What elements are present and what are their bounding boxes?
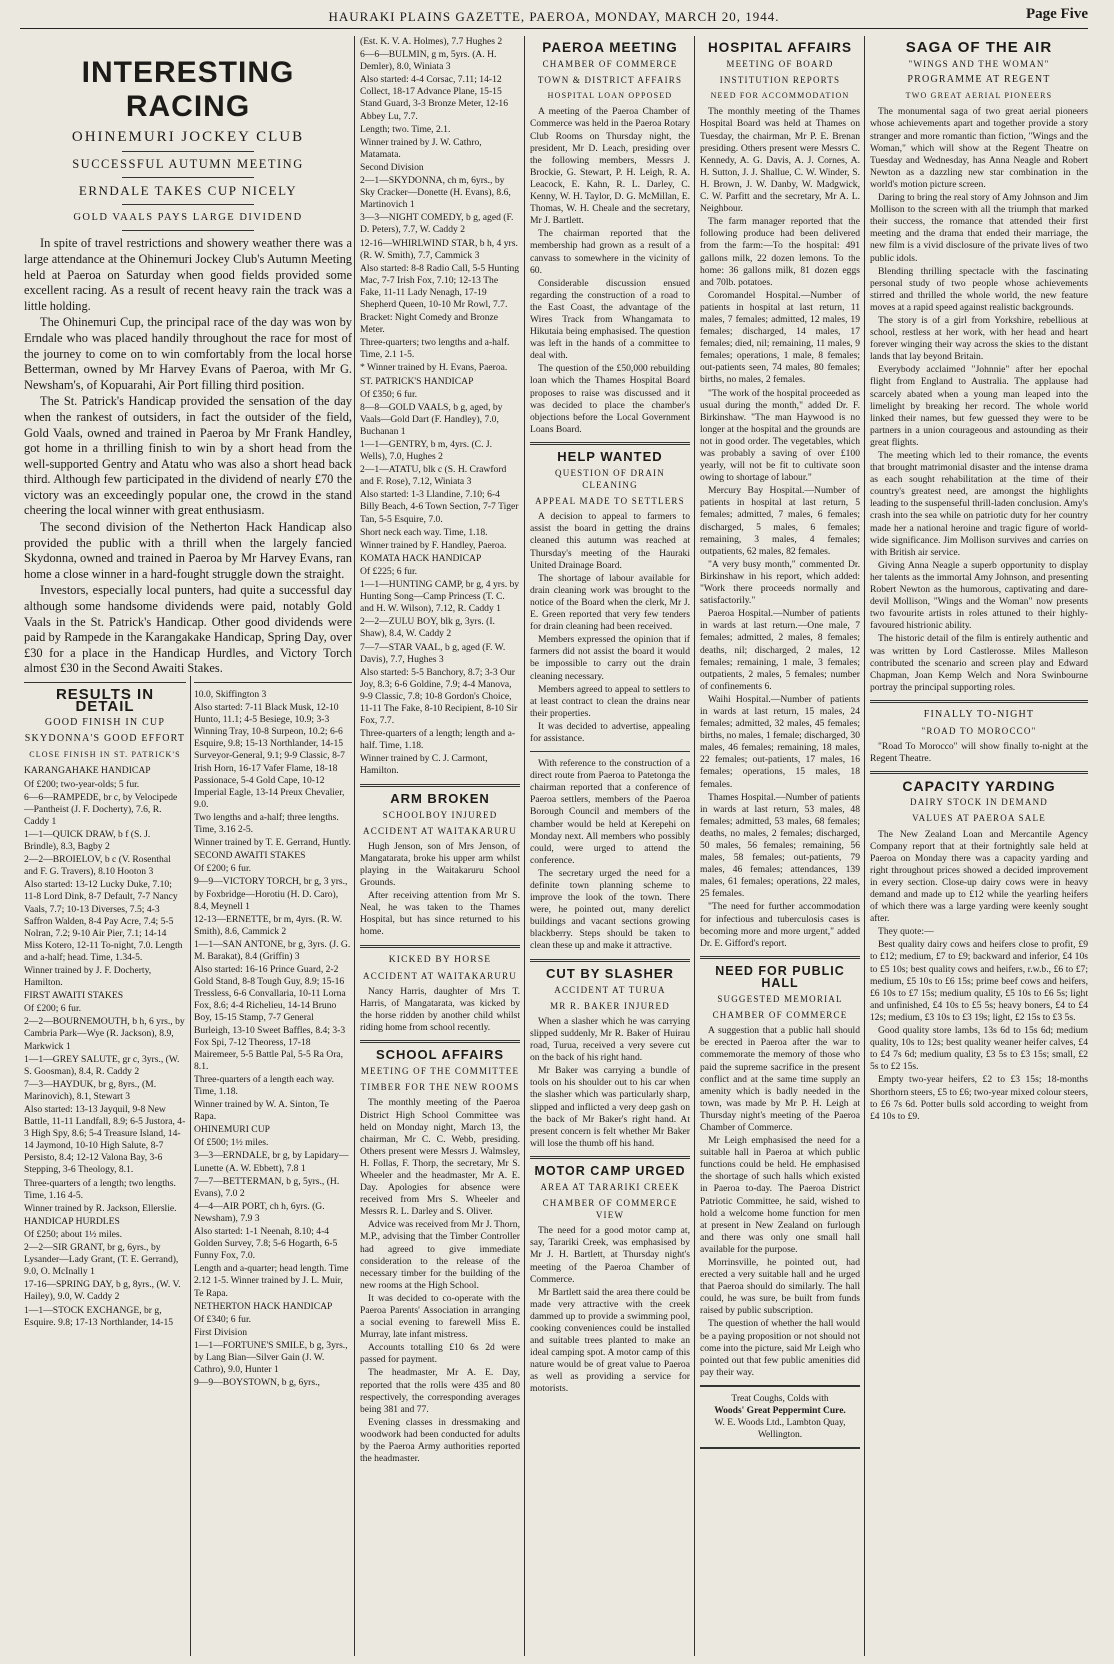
yarding-sub1: DAIRY STOCK IN DEMAND xyxy=(910,797,1048,808)
result-entry: 4—4—AIR PORT, ch h, 6yrs. (G. Newsham), 7.9 3 xyxy=(194,1200,325,1224)
result-entry: 12-13—ERNETTE, br m, 4yrs. (R. W. Smith), 8.6, Cammick 2 xyxy=(194,913,343,937)
saga-paragraph: Daring to bring the real story of Amy Johnson and Jim Mollison to the screen with all the triumph that marked their success, the romance that attended their first meeting and the drama that ended their marriage, the new film is a vivid disclosure of the private lives of two public idols. xyxy=(870,192,1088,264)
page-number: Page Five xyxy=(1025,6,1088,22)
saga-headline: SAGA OF THE AIR xyxy=(905,39,1053,56)
school-paragraph: Advice was received from Mr J. Thorn, M.P., advising that the Timber Controller had agreed to give immediate consideration to the release of the necessary timber for the building of the new rooms at the High School. xyxy=(360,1219,520,1291)
divider xyxy=(870,700,1088,703)
result-entry: 2—1—SKYDONNA, ch m, 6yrs., by Sky Cracker—Donette (H. Evans), 8.6, Martinovich 1 xyxy=(360,175,511,211)
paeroa-paragraph: Considerable discussion ensued regarding the construction of a road to the East Coast, the advantage of the Wires Track from Whangamata to Hikutaia being emphasised. The question was left in the hands of a committee to deal with. xyxy=(530,277,690,362)
tonight-body: "Road To Morocco" will show finally to-night at the Regent Theatre. xyxy=(870,741,1088,765)
yarding-paragraph: Best quality dairy cows and heifers close to profit, £9 to £12; medium, £7 to £9; backward and inferior, £4 10s to £5 10s; best quality cows and heifers, r.w.b., £6 to £7; medium, £5 10s to £6 15s; prime beef cows and heifers, £6 10s to £7 15s; medium quality, £5 10s to £6 5s; light and unfinished, £4 10s to £5 5s; heavy boners, £4 to £4 12s; medium, £3 10s to £3 19s; light, £2 15s to £3 5s. xyxy=(870,939,1088,1023)
result-entry: NETHERTON HACK HANDICAP xyxy=(194,1300,333,1312)
result-entry: 10.0, Skiffington 3 xyxy=(194,689,267,700)
hospital-paragraph: Waihi Hospital.—Number of patients in wards at last return, 15 males, 24 females; admitted, 32 males, 45 females; births, no males, 1 female; discharged, 30 males, 46 females; remaining, 18 males, 22 females; out-patients, 17 males, 16 females; operations, 15 males, 18 females. xyxy=(700,693,860,790)
racing-paragraph: In spite of travel restrictions and showery weather there was a large attendance at the Ohinemuri Jockey Club's Autumn Meeting held at Paeroa on Saturday when good fields provided some excellent racing. As a result of recent heavy rain the track was a little holding. xyxy=(24,236,352,313)
help-paragraph: It was decided to advertise, appealing for assistance. xyxy=(530,720,690,744)
hall-sub1: SUGGESTED MEMORIAL xyxy=(717,994,843,1005)
camp-sub2: CHAMBER OF COMMERCE VIEW xyxy=(542,1198,678,1221)
yarding-sub2: VALUES AT PAEROA SALE xyxy=(912,813,1046,824)
arm-sub2: ACCIDENT AT WAITAKARURU xyxy=(363,825,517,836)
paeroa-paragraph: The chairman reported that the membership had grown as a result of a canvass to somewhere in the vicinity of 60. xyxy=(530,228,690,276)
result-entry: 1—1—GREY SALUTE, gr c, 3yrs., (W. S. Goosman), 8.4, R. Caddy 2 xyxy=(24,1053,180,1077)
result-entry: 9—9—BOYSTOWN, b g, 6yrs., xyxy=(194,1377,320,1389)
hospital-sub3: NEED FOR ACCOMMODATION xyxy=(710,91,850,101)
racing-paragraph: The St. Patrick's Handicap provided the sensation of the day when the rankest of outsiders, in fact the outsider of the field, Gold Vaals, owned and trained in Paeroa by Mr Frank Handley, got home in a thrilling finish to win by a short head from the well-supported Gentry and Atatu who was also a short head back third. Although few participated in the dividend of nearly £70 the victory was an exceedingly popular one, the crowd in the stand cheering the local winner with great enthusiasm. xyxy=(24,394,352,518)
result-entry: Of £340; 6 fur. xyxy=(194,1313,252,1325)
result-entry: Also started: 16-16 Prince Guard, 2-2 Gold Stand, 8-8 Tough Guy, 8.9; 15-16 Tressless, 6-6 Convallaria, 10-11 Lorna Fox, 8.6; 4-4 Richelieu, 14-14 Bruno Boy, 15-15 Stamp, 7-7 General Burleigh, 13-10 Sweet Baffles, 8.4; 3-3 Fox Spi, 7-12 Theoress, 17-18 Mairemeer, 5-5 Battle Pal, 5-5 Ra Ora, 8.1. xyxy=(194,964,346,1072)
yarding-headline: CAPACITY YARDING xyxy=(902,778,1056,795)
result-entry: Winner trained by F. Handley, Paeroa. xyxy=(360,539,507,551)
school-paragraph: The headmaster, Mr A. E. Day, reported that the rolls were 435 and 80 respectively, the corresponding averages being 381 and 77. xyxy=(360,1367,520,1415)
saga-sub1: "WINGS AND THE WOMAN" xyxy=(908,59,1050,70)
divider xyxy=(24,682,186,683)
result-entry: Winner trained by R. Jackson, Ellerslie. xyxy=(24,1202,177,1214)
saga-paragraph: Giving Anna Neagle a superb opportunity to display her talents as the immortal Amy Johnson, and presenting Robert Newton as the humorous, captivating and dare-devil Mollison, "Wings and the Woman" now presents two favourite artists in roles attuned to their highly-favoured histrionic ability. xyxy=(870,559,1088,632)
result-entry: 6—6—BULMIN, g m, 5yrs. (A. H. Demler), 8.0, Winiata 3 xyxy=(360,49,497,73)
racing-club: OHINEMURI JOCKEY CLUB xyxy=(71,129,305,145)
result-entry: 8—8—GOLD VAALS, b g, aged, by Vaals—Gold Dart (F. Handley), 7.0, Buchanan 1 xyxy=(360,401,503,437)
result-entry: Three-quarters of a length each way. Time, 1.18. xyxy=(194,1073,335,1097)
saga-paragraph: The historic detail of the film is entirely authentic and was written by Lord Castlerosse. Miles Malleson contributed the scenario and screen play and Edward Chapman, Joan Kemp Welch and Nora Swinbourne portray the principal supporting roles. xyxy=(870,633,1088,693)
column-rule xyxy=(524,36,525,1656)
results-sub3: CLOSE FINISH IN ST. PATRICK'S xyxy=(29,750,181,760)
help-paragraph: Members agreed to appeal to settlers to at least contract to clean the drains near their properties. xyxy=(530,683,690,719)
masthead-rule xyxy=(20,28,1088,29)
paeroa-sub2: TOWN & DISTRICT AFFAIRS xyxy=(537,75,683,86)
result-entry: Winner trained by J. W. Cathro, Matamata. xyxy=(360,136,482,160)
divider xyxy=(194,682,352,683)
result-entry: 3—3—NIGHT COMEDY, b g, aged (F. D. Peters), 7.7, W. Caddy 2 xyxy=(360,212,514,236)
saga-paragraph: Everybody acclaimed "Johnnie" after her epochal flight from England to Australia. The applause had scarcely abated when a young man leaped into the limelight by breaking her record. The whole world linked their names, but few guessed they were to be partners in a union courageous and astounding as their great flights. xyxy=(870,364,1088,448)
saga-paragraph: The monumental saga of two great aerial pioneers whose achievements apart and together provide a story stranger and more romantic than fiction, "Wings and the Woman," which will show at the Regent Theatre on Tuesday and Wednesday, has Anna Neagle and Robert Newton as a dazzling new star combination in the world's motion picture screen. xyxy=(870,106,1088,190)
column-6 xyxy=(870,36,1088,1656)
result-entry: Three-quarters of a length; length and a-half. Time, 1.18. xyxy=(360,728,516,752)
help-paragraph: A decision to appeal to farmers to assist the board in getting the drains cleaned this autumn was reached at Thursday's meeting of the Hauraki United Drainage Board. xyxy=(530,511,690,571)
arm-headline: ARM BROKEN xyxy=(390,790,490,806)
column-5 xyxy=(700,36,860,1656)
racing-sub3: GOLD VAALS PAYS LARGE DIVIDEND xyxy=(73,211,303,223)
result-entry: Of £200; 6 fur. xyxy=(24,1003,82,1015)
arm-sub1: SCHOOLBOY INJURED xyxy=(382,809,498,820)
result-entry: HANDICAP HURDLES xyxy=(24,1215,120,1227)
result-entry: (Est. K. V. A. Holmes), 7.7 Hughes 2 xyxy=(360,36,503,47)
column-rule xyxy=(190,676,191,1656)
slasher-paragraph: When a slasher which he was carrying slipped suddenly, Mr R. Baker of Huirau road, Turua, received a very severe cut on the back of his right hand. xyxy=(530,1015,690,1064)
school-paragraph: The monthly meeting of the Paeroa District High School Committee was held on Monday night, March 13, the chairman, Mr C. C. Webb, presiding. Others present were Messrs J. Walmsley, H. Follas, F. Thorp, the secretary, Mr S. Wheeler and the headmaster, Mr A. E. Day. Apologies for absence were received from Mrs S. Wheeler and Messrs R. L. Darley and S. Oliver. xyxy=(360,1097,520,1218)
result-entry: 1—1—SAN ANTONE, br g, 3yrs. (J. G. M. Barakat), 8.4 (Griffin) 3 xyxy=(194,938,351,962)
camp-headline: MOTOR CAMP URGED xyxy=(534,1163,686,1178)
result-entry: 17-16—SPRING DAY, b g, 8yrs., (W. V. Hailey), 9.0, W. Caddy 2 xyxy=(24,1279,181,1303)
saga-paragraph: Blending thrilling spectacle with the fascinating personal study of two people whose achievements stirred and thrilled the whole world, the new feature moves at a rapid speed against realistic backgrounds. xyxy=(870,265,1088,313)
result-entry: SECOND AWAITI STAKES xyxy=(194,850,306,862)
slasher-sub1: ACCIDENT AT TURUA xyxy=(554,984,666,995)
hospital-paragraph: "A very busy month," commented Dr. Birkinshaw in his report, which added: "Work there proceeds normally and satisfactorily." xyxy=(700,558,860,607)
help-paragraph: Members expressed the opinion that if farmers did not assist the board it would be impossible to carry out the drain cleaning necessary. xyxy=(530,634,690,682)
kicked-paragraph: Nancy Harris, daughter of Mrs T. Harris, of Mangatarata, was kicked by the horse ridden by another child whilst riding home from school recently. xyxy=(360,985,520,1034)
hall-sub2: CHAMBER OF COMMERCE xyxy=(712,1010,848,1021)
result-entry: 7—7—BETTERMAN, b g, 5yrs., (H. Evans), 7.0 2 xyxy=(194,1175,340,1199)
divider xyxy=(530,442,690,445)
racing-paragraph: Investors, especially local punters, had quite a successful day although some handsome dividends were paid, notably Gold Vaals in the St. Patrick's Handicap. Other good dividends were paid by Rampede in the Karangakake Handicap, Spring Day, over £30 for a place in the Handicap Hurdles, and Victory Torch almost £30 in the Second Awaiti Stakes. xyxy=(24,583,352,676)
result-entry: 7—3—HAYDUK, br g, 8yrs., (M. Marinovich), 8.1, Stewart 3 xyxy=(24,1078,157,1102)
arm-paragraph: Hugh Jenson, son of Mrs Jenson, of Mangatarata, broke his upper arm whilst playing in the Waitakaruru School Grounds. xyxy=(360,840,520,889)
slasher-body xyxy=(530,1016,690,1150)
result-entry: Winner trained by J. F. Docherty, Hamilton. xyxy=(24,964,152,989)
saga-paragraph: The meeting which led to their romance, the events that brought matrimonial disaster and the intense drama as each sought rehabilitation at the time of their country's greatest need, are amongst the highlights leading to the suspenseful thrill-laden conclusion. Amy's crash into the sea while on patriotic duty for her country made her a national heroine and tragic figure of world-wide significance. Jim Mollison survives and carries on with British air service. xyxy=(870,450,1088,558)
paeroa-paragraph: With reference to the construction of a direct route from Paeroa to Patetonga the chairman reported that a conference of Paeroa settlers, members of the Paeroa Borough Council and members of the chamber would be held at Kerepehi on Monday next. All members who possibly could, were urged to attend the conference. xyxy=(530,758,690,866)
result-entry: OHINEMURI CUP xyxy=(194,1124,270,1136)
school-paragraph: It was decided to co-operate with the Paeroa Parents' Association in arranging a social evening to farewell Miss E. Murray, late infant mistress. xyxy=(360,1292,520,1341)
divider xyxy=(530,959,690,962)
results-column-b xyxy=(194,676,352,1656)
result-entry: 3—3—ERNDALE, br g, by Lapidary—Lunette (A. W. Ebbett), 7.8 1 xyxy=(194,1150,349,1174)
result-entry: 1—1—QUICK DRAW, b f (S. J. Brindle), 8.3, Bagby 2 xyxy=(24,828,151,853)
result-entry: 7—7—STAR VAAL, b g, aged (F. W. Davis), 7.7, Hughes 3 xyxy=(360,641,506,665)
hospital-paragraph: "The work of the hospital proceeded as usual during the month," added Dr. F. Birkinshaw. "The man Haywood is no longer at the hospital and the grounds are not in good order. The vegetables, which was probably a saving of over £100 yearly, will not be fit to cultivate soon owing to shortage of labour." xyxy=(700,387,860,484)
paeroa-paragraph: The secretary urged the need for a definite town planning scheme to improve the look of the town. There were, he pointed out, many derelict buildings and vacant sections growing blackberry. Steps should be taken to clean these up and make it attractive. xyxy=(530,867,690,952)
paeroa-body-part2 xyxy=(530,758,690,953)
column-rule xyxy=(864,36,865,1656)
result-entry: Also started: 8-8 Radio Call, 5-5 Hunting Mac, 7-7 Irish Fox, 7.10; 12-13 The Fake, 11-11 Lady Nenagh, 17-19 Shepherd Queen, 10-10 Mr Rowl, 7.7. xyxy=(360,262,520,310)
divider xyxy=(360,784,520,787)
result-entry: 9—9—VICTORY TORCH, br g, 3 yrs., by Foxbridge—Horotiu (H. D. Caro), 8.4, Meynell 1 xyxy=(194,876,348,912)
result-entry: 6—6—RAMPEDE, br c, by Velocipede—Pantheist (J. F. Docherty), 7.6, R. Caddy 1 xyxy=(24,791,178,827)
result-entry: 2—2—SIR GRANT, br g, 6yrs., by Lysander—Lady Grant, (T. E. Gerrand), 9.0, O. McInally 1 xyxy=(24,1242,179,1278)
yarding-body xyxy=(870,829,1088,1123)
result-entry: Short neck each way. Time, 1.18. xyxy=(360,526,488,538)
result-entry: Also started: 7-11 Black Musk, 12-10 Hunto, 11.1; 4-5 Besiege, 10.9; 3-3 Winning Tray, 10-8 Surpeon, 10.2; 6-6 Esquire, 9.8; 15-13 Northlander, 14-15 Surveyor-General, 9.1; 9-9 Classic, 8-7 Irish Horn, 16-17 Vafer Flame, 18-18 Passionace, 5-4 Gold Cape, 10-12 Imperial Eagle, 13-14 Preux Chevalier, 9.0. xyxy=(194,702,345,810)
result-entry: 2—2—ZULU BOY, blk g, 3yrs. (I. Shaw), 8.4, W. Caddy 2 xyxy=(360,616,495,640)
saga-sub2: PROGRAMME AT REGENT xyxy=(907,74,1051,86)
kicked-headline: KICKED BY HORSE xyxy=(388,954,492,965)
divider xyxy=(530,1156,690,1159)
help-paragraph: The shortage of labour available for drain cleaning work was brought to the notice of the Board when the clerk, Mr J. E. Green reported that very few tenders for drain cleaning had been received. xyxy=(530,572,690,633)
result-entry: Also started: 1-3 Llandine, 7.10; 6-4 Billy Beach, 4-6 Town Section, 7-7 Tiger Tan, 5-5 Esquire, 7.0. xyxy=(360,489,519,525)
camp-sub1: AREA AT TARARIKI CREEK xyxy=(540,1181,680,1192)
hospital-paragraph: Thames Hospital.—Number of patients in wards at last return, 53 males, 48 females; admitted, 53 males, 68 females; deaths, no males, 2 females; discharged, 50 males, 56 females; remaining, 56 males, 58 females; out-patients, 79 males, 46 females; attendances, 139 males, 61 females; operations, 22 males, 25 females. xyxy=(700,791,860,900)
results-headline: RESULTS IN DETAIL xyxy=(55,686,155,716)
arm-paragraph: After receiving attention from Mr S. Neal, he was taken to the Thames Hospital, but has since returned to his home. xyxy=(360,890,520,938)
result-entry: Winner trained by W. A. Sinton, Te Rapa. xyxy=(194,1099,329,1123)
masthead-title: HAURAKI PLAINS GAZETTE, PAEROA, MONDAY, MARCH 20, 1944. xyxy=(328,9,780,24)
result-entry: Of £200; two-year-olds; 5 fur. xyxy=(24,778,140,790)
yarding-paragraph: The New Zealand Loan and Mercantile Agency Company report that at their fortnightly sale held at Paeroa on Monday there was a capacity yarding and right throughout prices showed a decided improvement in every section. Close-up dairy cows were in heavy demand and made up to £12 while the yearling heifers of which there was a large yarding were keenly sought after. xyxy=(870,828,1088,925)
result-entry: Bracket: Night Comedy and Bronze Meter. xyxy=(360,312,499,336)
results-column-a xyxy=(24,676,186,1656)
hall-paragraph: A suggestion that a public hall should be erected in Paeroa after the war to commemorate the memory of those who paid the supreme sacrifice in the present conflict and at the same time supply an amenity which is badly needed in the town, was made by Mr P. H. Leigh at Thursday night's meeting of the Paeroa Chamber of Commerce. xyxy=(700,1025,860,1133)
saga-paragraph: The story is of a girl from Yorkshire, rebellious at school, restless at her work, with her head and heart forever winging their way across the skies to the distant lands that lay beyond Britain. xyxy=(870,314,1088,363)
school-sub2: TIMBER FOR THE NEW ROOMS xyxy=(360,1082,520,1093)
racing-sub2: ERNDALE TAKES CUP NICELY xyxy=(78,183,298,199)
slasher-sub2: MR R. BAKER INJURED xyxy=(550,1000,670,1011)
result-entry: Also started: 13-12 Lucky Duke, 7.10; 11-8 Lord Dink, 8-7 Default, 7-7 Nancy Vaals, 7.7; 10-13 Diverses, 7.5; 4-3 Saffron Walden, 8-4 Pay Acre, 7.4; 5-5 Nolran, 7.2; 9-10 Air Pier, 7.1; 14-14 Miss Kotero, 12-11 To-night, 7.0. Length and a-half; head. Time, 1.34-5. xyxy=(24,879,183,963)
school-sub1: MEETING OF THE COMMITTEE xyxy=(360,1066,520,1077)
results-sub2: SKYDONNA'S GOOD EFFORT xyxy=(24,733,186,745)
advert-line: W. E. Woods Ltd., Lambton Quay, xyxy=(714,1418,846,1429)
results-sub1: GOOD FINISH IN CUP xyxy=(44,717,166,729)
saga-sub3: TWO GREAT AERIAL PIONEERS xyxy=(905,91,1053,101)
result-entry: 1—1—STOCK EXCHANGE, br g, Esquire. 9.8; 17-13 Northlander, 14-15 xyxy=(24,1304,174,1328)
hospital-paragraph: "The need for further accommodation for infectious and tuberculosis cases is becoming more and more urgent," added Dr. E. Gifford's report. xyxy=(700,901,860,949)
divider xyxy=(122,177,253,178)
result-entry: 2—2—BROIELOV, b c (V. Rosenthal and F. G. Travers), 8.10 Hooton 3 xyxy=(24,854,171,878)
hospital-sub2: INSTITUTION REPORTS xyxy=(719,75,841,86)
result-entry: First Division xyxy=(194,1326,248,1338)
divider xyxy=(700,956,860,959)
result-entry: 1—1—FORTUNE'S SMILE, b g, 3yrs., by Lang Bian—Silver Gain (J. W. Cathro), 9.0, Hunter 1 xyxy=(194,1339,348,1376)
divider xyxy=(122,204,253,205)
result-entry: Of £200; 6 fur. xyxy=(194,863,252,875)
hall-paragraph: Mr Leigh emphasised the need for a suitable hall in Paeroa at which public functions could be held. He emphasised the shortage of such halls which existed in Paeroa to-day. The Paeroa District Patriotic Committee, he said, wished to hold a welcome home function for men at present in New Zealand on furlough and there was only one small hall available for the purpose. xyxy=(700,1135,860,1255)
divider xyxy=(360,1040,520,1043)
paeroa-body-part1 xyxy=(530,106,690,436)
cough-cure-advert xyxy=(700,1385,860,1449)
result-entry: Three-quarters of a length; two lengths. Time, 1.16 4-5. xyxy=(24,1177,176,1201)
racing-paragraph: The Ohinemuri Cup, the principal race of the day was won by Erndale who was placed handily throughout the race for most of the journey to come on to win comfortably from the local horse Betterman, owned by Mr Harvey Evans of Paeroa, with Mr G. Newsham's, of Kopuarahi, Air Port filling third position. xyxy=(24,315,352,392)
camp-paragraph: Mr Bartlett said the area there could be made very attractive with the creek dammed up to provide a swimming pool, cooking conveniences could be installed and suitable trees planted to make an ideal camping spot. A motor camp of this nature would be of great value to Paeroa as well as providing a service for motorists. xyxy=(530,1286,690,1395)
result-entry: KARANGAHAKE HANDICAP xyxy=(24,765,151,777)
kicked-sub: ACCIDENT AT WAITAKARURU xyxy=(363,970,517,981)
hall-headline: NEED FOR PUBLIC HALL xyxy=(715,963,845,990)
paeroa-sub3: HOSPITAL LOAN OPPOSED xyxy=(547,91,673,101)
advert-line: Woods' Great Peppermint Cure. xyxy=(714,1406,846,1417)
hospital-body xyxy=(700,106,860,949)
hall-paragraph: Morrinsville, he pointed out, had erected a very suitable hall and he urged that Paeroa should do similarly. The hall could, he was sure, be built from funds raised by public subscription. xyxy=(700,1257,860,1317)
tonight-headline: FINALLY TO-NIGHT xyxy=(923,708,1035,720)
result-entry: Also started: 1-1 Neenah, 8.10; 4-4 Golden Survey, 7.8; 5-6 Hogarth, 6-5 Funny Fox, 7.0. xyxy=(194,1226,338,1262)
results-list-c xyxy=(360,36,520,778)
help-headline: HELP WANTED xyxy=(557,448,663,464)
school-body xyxy=(360,1097,520,1465)
yarding-paragraph: They quote:— xyxy=(878,926,934,938)
result-entry: Of £225; 6 fur. xyxy=(360,565,418,577)
hospital-paragraph: Paeroa Hospital.—Number of patients in wards at last return.—One male, 7 females; admitted, 2 males, 8 females; deaths, nil; discharged, 2 males, 12 females; remaining, 1 male, 3 females; outpatients, 2 males, 5 females; number of confinements 6. xyxy=(700,608,860,692)
divider xyxy=(530,751,690,752)
help-sub2: APPEAL MADE TO SETTLERS xyxy=(535,496,685,507)
divider xyxy=(122,230,253,231)
paeroa-paragraph: The question of the £50,000 rebuilding loan which the Thames Hospital Board proposes to raise was discussed and it was decided to place the chamber's objections before the Local Government Loans Board. xyxy=(530,363,690,435)
racing-paragraph: The second division of the Netherton Hack Handicap also provided the public with a thrill when the largely fancied Skydonna, owned and trained in Paeroa by Mr Harvey Evans, ran home a close winner in a hard-fought struggle down the straight. xyxy=(24,520,352,581)
slasher-paragraph: Mr Baker was carrying a bundle of tools on his shoulder out to his car when the slasher which was particularly sharp, slipped and inflicted a very deep gash on the back of Mr Baker's right hand. At present concern is felt whether Mr Baker will lose the thumb off his hand. xyxy=(530,1065,690,1149)
result-entry: Of £350; 6 fur. xyxy=(360,388,418,400)
column-rule xyxy=(354,36,355,1656)
divider xyxy=(360,945,520,948)
result-entry: ST. PATRICK'S HANDICAP xyxy=(360,375,474,387)
results-list-a xyxy=(24,765,186,1328)
result-entry: 1—1—HUNTING CAMP, br g, 4 yrs. by Hunting Song—Camp Princess (T. C. and H. W. Wilson), 7.12, R. Caddy 1 xyxy=(360,579,520,615)
hospital-sub1: MEETING OF BOARD xyxy=(726,59,834,70)
result-entry: FIRST AWAITI STAKES xyxy=(24,990,124,1002)
divider xyxy=(870,771,1088,774)
result-entry: Two lengths and a-half; three lengths. Time, 3.16 2-5. xyxy=(194,811,339,836)
result-entry: Of £250; about 1½ miles. xyxy=(24,1228,123,1240)
kicked-body xyxy=(360,986,520,1034)
hall-body xyxy=(700,1025,860,1379)
racing-sub1: SUCCESSFUL AUTUMN MEETING xyxy=(72,156,304,171)
result-entry: 1—1—GENTRY, b m, 4yrs. (C. J. Wells), 7.0, Hughes 2 xyxy=(360,439,493,463)
result-entry: Second Division xyxy=(360,161,424,173)
racing-body xyxy=(24,236,352,676)
school-paragraph: Accounts totalling £10 6s 2d were passed for payment. xyxy=(360,1342,520,1366)
results-list-b xyxy=(194,689,352,1389)
result-entry: Also started: 13-13 Jayquil, 9-8 New Battle, 11-11 Landfall, 8.9; 6-5 Justora, 4-3 High Spy, 8.6; 5-4 Treasure Island, 14-14 Jaymond, 10-10 High Salute, 8-7 Persisto, 8.4; 12-12 Valona Bay, 3-6 Stepping, 3-6 Theology, 8.1. xyxy=(24,1104,186,1176)
hospital-paragraph: Mercury Bay Hospital.—Number of patients in hospital at last return, 5 females; admitted, 7 males, 6 females; discharged, 5 males, 6 females; remaining, 3 males, 4 females; outpatients, 62 males, 82 females. xyxy=(700,485,860,557)
masthead xyxy=(20,6,1088,28)
paeroa-sub1: CHAMBER OF COMMERCE xyxy=(542,59,678,70)
help-body xyxy=(530,511,690,745)
result-entry: Of £500; 1½ miles. xyxy=(194,1137,269,1149)
paeroa-headline: PAEROA MEETING xyxy=(542,40,678,55)
racing-article xyxy=(24,36,352,676)
result-entry: Length and a-quarter; head length. Time 2.12 1-5. Winner trained by J. L. Muir, Te Rapa. xyxy=(194,1263,349,1299)
column-rule xyxy=(694,36,695,1656)
yarding-paragraph: Empty two-year heifers, £2 to £3 15s; 18-months Shorthorn steers, £5 to £6; two-year mixed colour steers, to £6 7s 6d. Potter bulls sold according to weight from £4 10s to £9. xyxy=(870,1074,1088,1122)
column-3 xyxy=(360,36,520,1656)
hall-paragraph: The question of whether the hall would be a paying proposition or not should not come into the picture, said Mr Leigh who pointed out that few public amenities did pay their way. xyxy=(700,1318,860,1378)
camp-paragraph: The need for a good motor camp at, say, Tarariki Creek, was emphasised by Mr J. H. Bartlett, at Thursday night's meeting of the Paeroa Chamber of Commerce. xyxy=(530,1225,690,1285)
result-entry: Three-quarters; two lengths and a-half. Time, 2.1 1-5. xyxy=(360,337,510,361)
arm-body xyxy=(360,841,520,939)
hospital-paragraph: Coromandel Hospital.—Number of patients in hospital at last return, 11 males, 7 females; admitted, 12 males, 19 females; discharged, 14 males, 17 females; died, nil; remaining, 11 males, 9 females; operations, 1 male, 8 females; out-patients seen, 74 males, 80 females; births, no males, 2 females. xyxy=(700,289,860,386)
divider xyxy=(122,151,253,152)
school-headline: SCHOOL AFFAIRS xyxy=(375,1047,505,1063)
saga-body xyxy=(870,106,1088,694)
hospital-paragraph: The monthly meeting of the Thames Hospital Board was held at Thames on Tuesday, the chairman, Mr P. E. Brenan presiding. Others present were Messrs C. Kennedy, A. G. Davis, A. J. Cornes, A. H. Sutton, J. J. Shallue, C. W. Winder, S. H. Brown, J. W. Danby, W. Madgwick, C. W. Parfitt and the secretary, Mr A. L. Neighbour. xyxy=(700,106,860,215)
result-entry: Winner trained by T. E. Gerrand, Huntly. xyxy=(194,837,351,849)
paeroa-paragraph: A meeting of the Paeroa Chamber of Commerce was held in the Paeroa Rotary Club Rooms on Thursday night, the president, Mr D. Leach, presiding over the following members, Messrs J. Brockie, G. Stewart, P. H. Leigh, R. A. Leacock, E. Kahn, R. L. Darley, C. Kenny, W. H. Taylor, D. G. McMillan, E. Thomas, W. H. Cheale and the secretary, Mr J. Bartlett. xyxy=(530,106,690,227)
advert-line: Wellington. xyxy=(757,1430,803,1441)
column-4 xyxy=(530,36,690,1656)
result-entry: KOMATA HACK HANDICAP xyxy=(360,552,482,564)
hospital-headline: HOSPITAL AFFAIRS xyxy=(707,40,852,55)
hospital-paragraph: The farm manager reported that the following produce had been delivered from the farm:—To the hospital: 491 gallons milk, 22 dozen lemons. To the home: 36 gallons milk, 81 dozen eggs and 70lb. potatoes. xyxy=(700,216,860,288)
camp-body xyxy=(530,1225,690,1395)
result-entry: * Winner trained by H. Evans, Paeroa. xyxy=(360,362,508,374)
result-entry: 12-16—WHIRLWIND STAR, b h, 4 yrs. (R. W. Smith), 7.7, Cammick 3 xyxy=(360,237,518,261)
result-entry: Also started: 4-4 Corsac, 7.11; 14-12 Collect, 18-17 Advance Plane, 15-15 Stand Guard, 3-3 Bronze Meter, 12-16 Abbey Lu, 7.7. xyxy=(360,74,509,122)
racing-headline: INTERESTING RACING xyxy=(81,56,295,123)
result-entry: 2—2—BOURNEMOUTH, b h, 6 yrs., by Cambria Park—Wye (R. Jackson), 8.9, Markwick 1 xyxy=(24,1016,185,1052)
yarding-paragraph: Good quality store lambs, 13s 6d to 15s 6d; medium quality, 10s to 12s; best quality weaner heifer calves, £4 to £4 7s 6d; medium quality, £3 5s to £3 15s; small, £2 5s to £2 15s. xyxy=(870,1025,1088,1073)
result-entry: Also started: 5-5 Banchory, 8.7; 3-3 Our Joy, 8.3; 6-6 Goldine, 7.9; 4-4 Manova, 9-9 Classic, 7.8; 10-8 Gordon's Choice, 11-11 The Fake, 8-10 Recipient, 8-10 Sir Fox, 7.7. xyxy=(360,666,518,727)
result-entry: Length; two. Time, 2.1. xyxy=(360,123,451,135)
result-entry: Winner trained by C. J. Carmont, Hamilton. xyxy=(360,753,488,777)
advert-line: Treat Coughs, Colds with xyxy=(731,1393,829,1404)
result-entry: 2—1—ATATU, blk c (S. H. Crawford and F. Rose), 7.12, Winiata 3 xyxy=(360,464,507,488)
help-sub1: QUESTION OF DRAIN CLEANING xyxy=(555,468,665,491)
school-paragraph: Evening classes in dressmaking and woodwork had been conducted for adults by the Paeroa Army authorities reported the headmaster. xyxy=(360,1416,520,1465)
tonight-sub: "ROAD TO MOROCCO" xyxy=(921,725,1037,736)
slasher-headline: CUT BY SLASHER xyxy=(546,965,674,981)
